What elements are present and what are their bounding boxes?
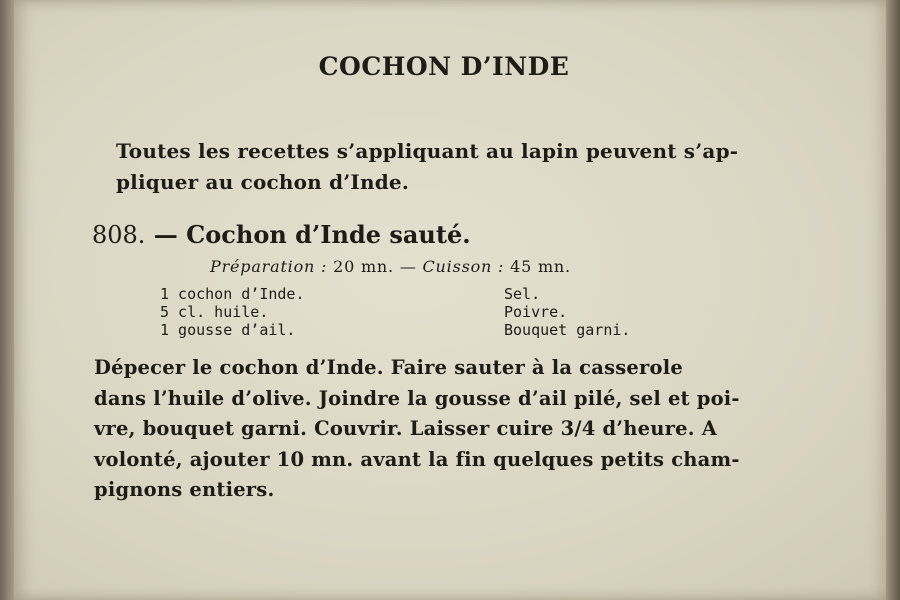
preparation-label: Préparation :: [210, 257, 328, 276]
book-gutter-right: [886, 0, 900, 600]
ingredient-item: 1 gousse d’ail.: [160, 321, 296, 339]
recipe-number: 808.: [92, 221, 146, 249]
intro-line: Toutes les recettes s’appliquant au lapin peuvent s’ap-: [116, 139, 739, 163]
cuisson-value: 45 mn.: [510, 257, 571, 276]
ingredient-item: Poivre.: [504, 303, 568, 321]
timing-separator: —: [399, 257, 417, 276]
book-page: [14, 0, 886, 600]
instruction-line: volonté, ajouter 10 mn. avant la fin quelques petits cham-: [94, 447, 740, 471]
ingredient-item: Bouquet garni.: [504, 321, 631, 339]
recipe-instructions: [94, 353, 740, 506]
cuisson-label: Cuisson :: [422, 257, 505, 276]
instruction-line: vre, bouquet garni. Couvrir. Laisser cuire 3/4 d’heure. A: [94, 417, 718, 440]
ingredient-item: 5 cl. huile.: [160, 303, 269, 321]
ingredients-right: [504, 285, 630, 339]
ingredients-left: [160, 285, 305, 339]
ingredient-item: Sel.: [504, 285, 541, 303]
recipe-heading: [92, 220, 471, 249]
recipe-timing: [210, 257, 571, 276]
recipe-name: Cochon d’Inde sauté.: [186, 220, 471, 249]
recipe-dash: —: [153, 220, 178, 249]
book-gutter-left: [0, 0, 14, 600]
instruction-line: dans l’huile d’olive. Joindre la gousse d’ail pilé, sel et poi-: [94, 386, 740, 410]
instruction-line: pignons entiers.: [94, 478, 275, 501]
intro-line: pliquer au cochon d’Inde.: [116, 170, 409, 194]
instruction-line: Dépecer le cochon d’Inde. Faire sauter à la casserole: [94, 356, 683, 379]
page-title: COCHON D’INDE: [318, 52, 570, 81]
ingredient-item: 1 cochon d’Inde.: [160, 285, 305, 303]
intro-paragraph: [116, 136, 738, 198]
preparation-value: 20 mn.: [333, 257, 394, 276]
